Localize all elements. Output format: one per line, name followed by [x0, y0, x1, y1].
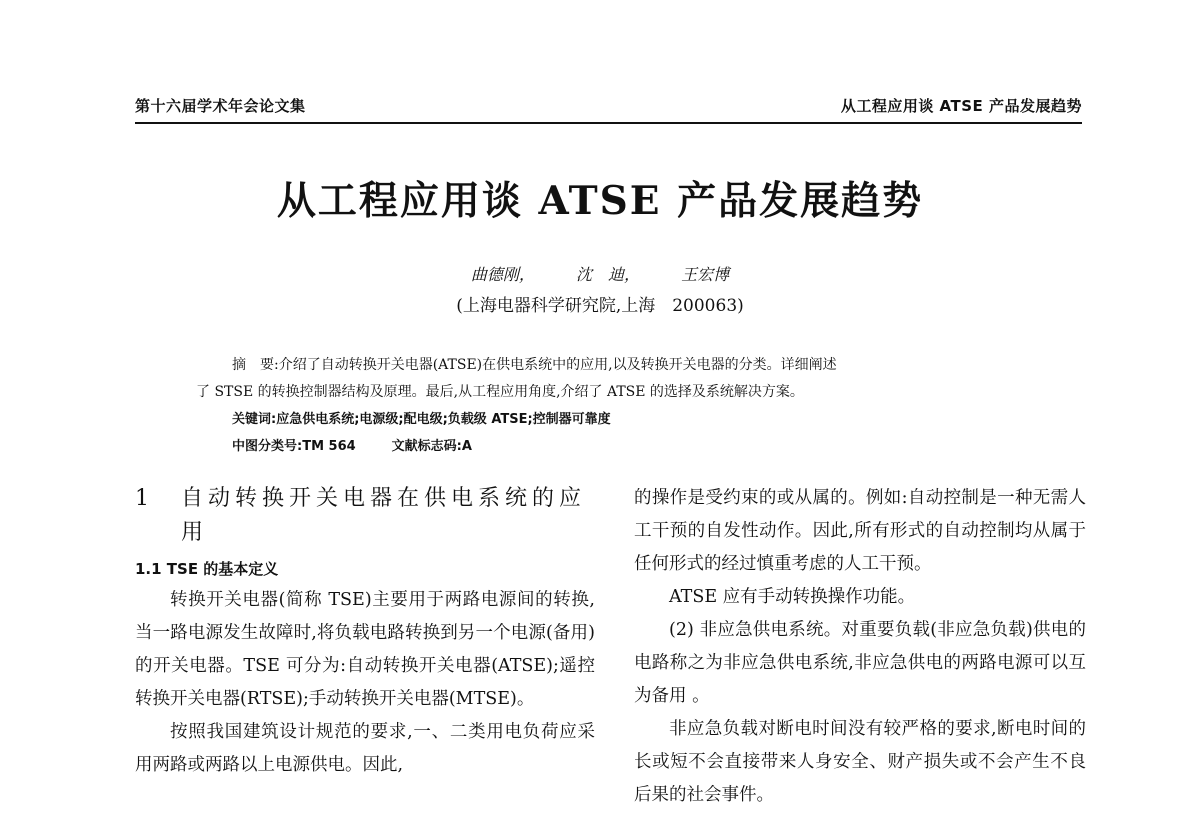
author-1: 曲德刚， — [470, 265, 535, 284]
author-3: 王宏博 — [681, 265, 730, 284]
affiliation: (上海电器科学研究院,上海 200063) — [456, 296, 744, 316]
header-rule — [135, 122, 1082, 124]
left-column — [135, 482, 595, 782]
body-paragraph: 的操作是受约束的或从属的。例如:自动控制是一种无需人工干预的自发性动作。因此,所有形式的自动控制均从属于任何形式的经过慎重考虑的人工干预。 — [634, 488, 1086, 574]
abstract-line-2: 了 STSE 的转换控制器结构及原理。最后,从工程应用角度,介绍了 ATSE 的选择及系统解决方案。 — [196, 384, 804, 400]
body-paragraph: ATSE 应有手动转换操作功能。 — [669, 587, 916, 607]
body-paragraph: 转换开关电器(简称 TSE)主要用于两路电源间的转换,当一路电源发生故障时,将负载电路转换到另一个电源(备用)的开关电器。TSE 可分为:自动转换开关电器(ATSE);遥控转换开关电器(RTSE);手动转换开关电器(MTSE)。 — [135, 590, 595, 709]
body-paragraph: (2) 非应急供电系统。对重要负载(非应急负载)供电的电路称之为非应急供电系统,非应急供电的两路电源可以互为备用 。 — [634, 620, 1086, 706]
abstract-line-1: 摘 要:介绍了自动转换开关电器(ATSE)在供电系统中的应用,以及转换开关电器的分类。详细阐述 — [232, 357, 837, 373]
document-code: 文献标志码:A — [391, 439, 472, 454]
author-2: 沈 迪， — [575, 265, 640, 284]
section-title: 自动转换开关电器在供电系统的应用 — [181, 486, 587, 545]
paper-title: 从工程应用谈 ATSE 产品发展趋势 — [276, 178, 924, 224]
author-list — [0, 262, 1200, 285]
classification-line — [196, 433, 1066, 460]
body-paragraph: 非应急负载对断电时间没有较严格的要求,断电时间的长或短不会直接带来人身安全、财产损失或不会产生不良后果的社会事件。 — [634, 719, 1086, 805]
section-number: 1 — [135, 486, 149, 511]
subsection-heading: 1.1 TSE 的基本定义 — [135, 560, 279, 578]
abstract-block — [196, 352, 1066, 460]
running-header-right: 从工程应用谈 ATSE 产品发展趋势 — [840, 97, 1082, 115]
running-header-left: 第十六届学术年会论文集 — [135, 97, 306, 115]
section-heading — [135, 482, 595, 550]
keywords: 关键词:应急供电系统;电源级;配电级;负载级 ATSE;控制器可靠度 — [232, 412, 611, 427]
classification-number: 中图分类号:TM 564 — [232, 439, 356, 454]
body-paragraph: 按照我国建筑设计规范的要求,一、二类用电负荷应采用两路或两路以上电源供电。因此, — [135, 722, 595, 775]
right-column — [634, 482, 1086, 812]
